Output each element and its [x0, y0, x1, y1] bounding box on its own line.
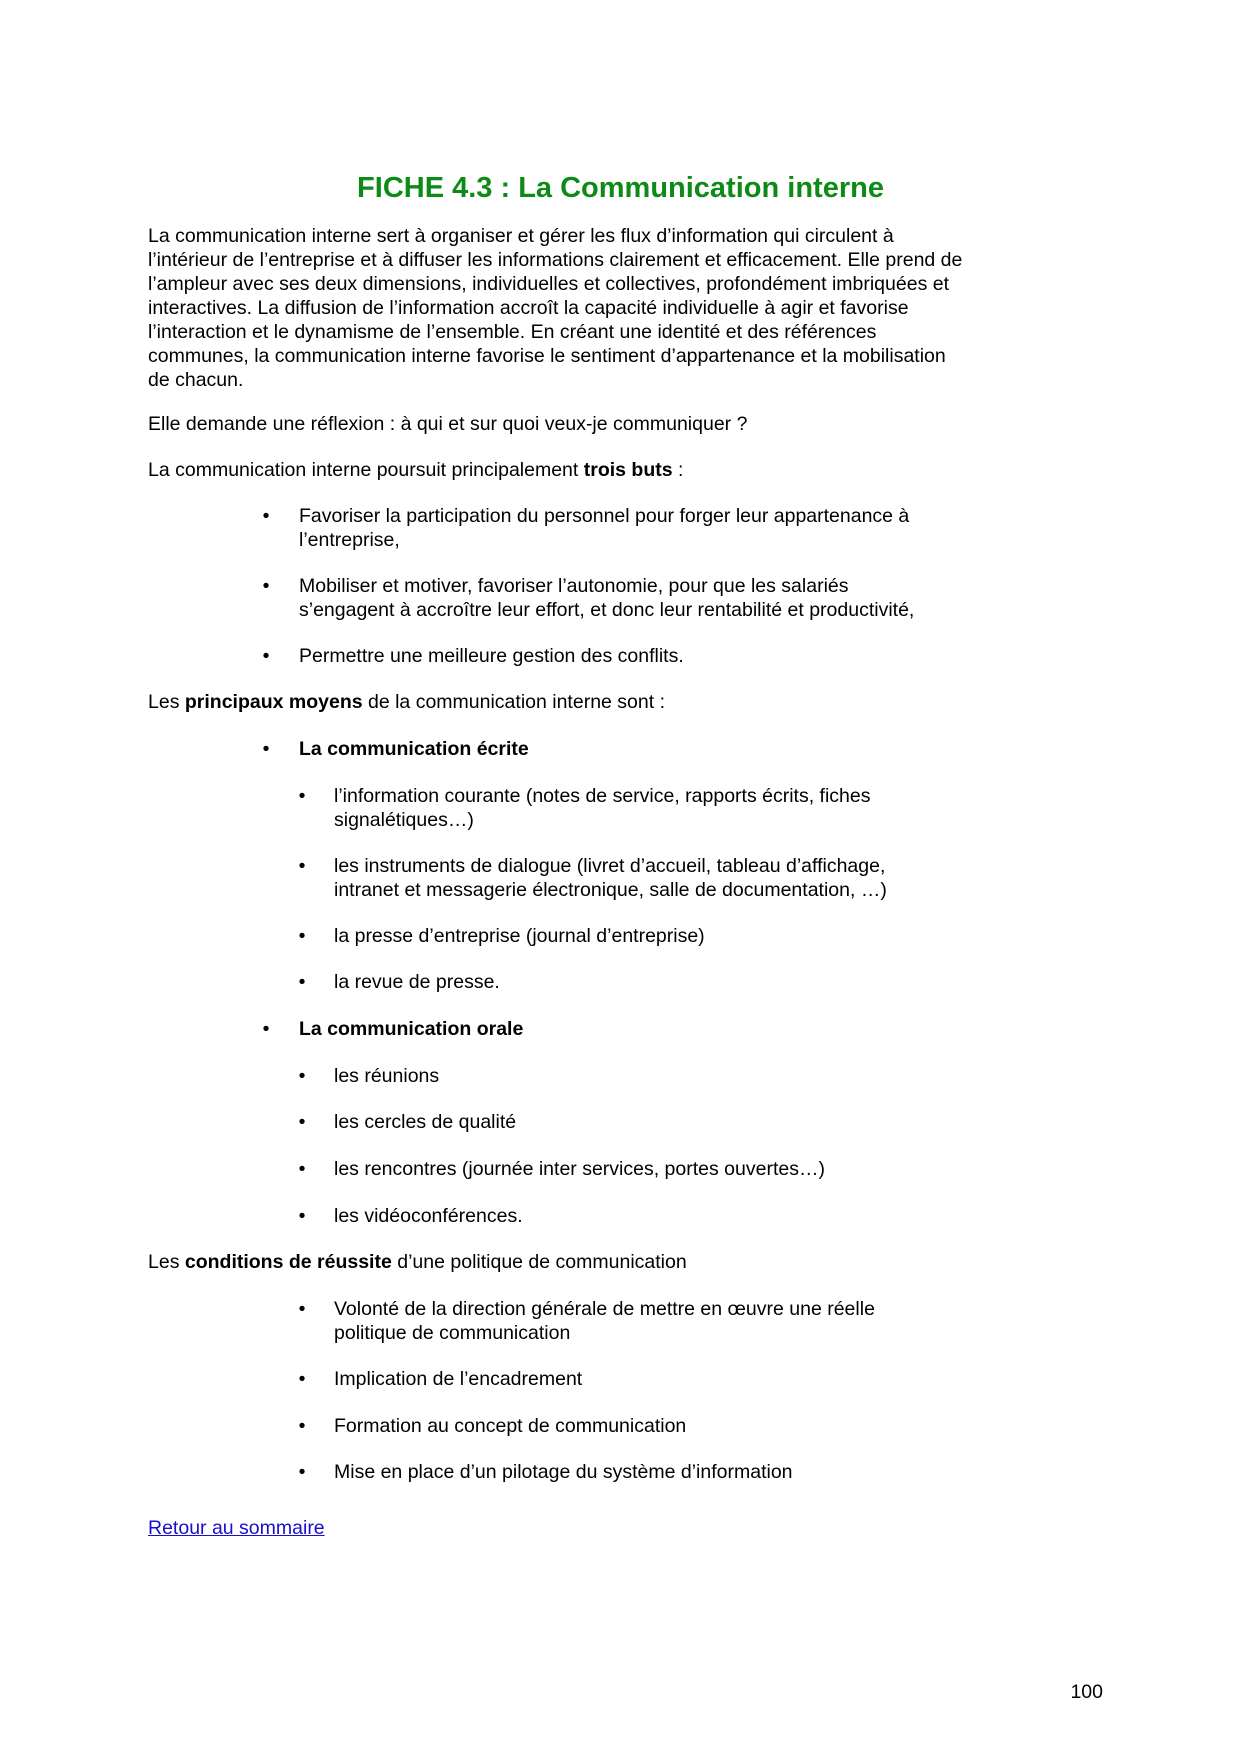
bullet-icon: •: [298, 1415, 306, 1437]
page-title: FICHE 4.3 : La Communication interne: [357, 172, 884, 204]
page-number: 100: [1070, 1681, 1103, 1703]
condition-line: Volonté de la direction générale de mettre en œuvre une réelle: [334, 1298, 875, 1320]
goal-line: Mobiliser et motiver, favoriser l’autonomie, pour que les salariés: [299, 575, 849, 597]
intro-line: interactives. La diffusion de l’information accroît la capacité individuelle à agir et favorise: [148, 297, 909, 319]
written-line: la presse d’entreprise (journal d’entreprise): [334, 925, 705, 947]
means-intro-suffix: de la communication interne sont :: [362, 691, 665, 713]
goal-item: [299, 504, 909, 552]
bullet-icon: •: [298, 1368, 306, 1390]
written-line: la revue de presse.: [334, 971, 500, 993]
goals-intro-bold: trois buts: [583, 459, 673, 481]
return-to-summary-link[interactable]: Retour au sommaire: [148, 1517, 325, 1539]
condition-line: Mise en place d’un pilotage du système d’information: [334, 1461, 793, 1483]
means-intro-bold: principaux moyens: [184, 691, 363, 713]
goal-line: Permettre une meilleure gestion des conflits.: [299, 645, 684, 667]
bullet-icon: •: [262, 645, 270, 667]
goal-line: Favoriser la participation du personnel pour forger leur appartenance à: [299, 505, 910, 527]
goal-line: s’engagent à accroître leur effort, et donc leur rentabilité et productivité,: [299, 599, 915, 621]
bullet-icon: •: [262, 575, 270, 597]
goal-item: [299, 574, 914, 622]
condition-item: [334, 1367, 582, 1391]
intro-line: La communication interne sert à organiser et gérer les flux d’information qui circulent à: [148, 225, 894, 247]
intro-line: l’ampleur avec ses deux dimensions, individuelles et collectives, profondément imbriquées et: [148, 273, 949, 295]
bullet-icon: •: [262, 1018, 270, 1040]
written-line: intranet et messagerie électronique, salle de documentation, …): [334, 879, 887, 901]
condition-item: [334, 1414, 686, 1438]
condition-line: Implication de l’encadrement: [334, 1368, 583, 1390]
bullet-icon: •: [298, 1461, 306, 1483]
intro-line: l’interaction et le dynamisme de l’ensemble. En créant une identité et des références: [148, 321, 877, 343]
goals-intro: [148, 458, 683, 482]
conditions-intro: [148, 1250, 687, 1274]
goals-intro-suffix: :: [672, 459, 684, 481]
written-item: [334, 784, 871, 832]
goal-item: [299, 644, 684, 668]
condition-item: [334, 1297, 875, 1345]
written-item: [334, 854, 887, 902]
bullet-icon: •: [298, 855, 306, 877]
bullet-icon: •: [262, 738, 270, 760]
written-item: [334, 970, 500, 994]
oral-heading: La communication orale: [299, 1018, 524, 1040]
bullet-icon: •: [298, 1298, 306, 1320]
oral-item: les rencontres (journée inter services, portes ouvertes…): [334, 1158, 825, 1180]
intro-line: communes, la communication interne favorise le sentiment d’appartenance et la mobilisation: [148, 345, 946, 367]
bullet-icon: •: [298, 1205, 306, 1227]
intro-paragraph: [148, 224, 1028, 392]
oral-item: les cercles de qualité: [334, 1111, 517, 1133]
intro-line: l’intérieur de l’entreprise et à diffuser les informations clairement et efficacement. Elle prend de: [148, 249, 963, 271]
bullet-icon: •: [262, 505, 270, 527]
conditions-intro-suffix: d’une politique de communication: [391, 1251, 687, 1273]
oral-item: les réunions: [334, 1065, 440, 1087]
condition-line: politique de communication: [334, 1322, 571, 1344]
means-intro-text: Les: [148, 691, 185, 713]
written-item: [334, 924, 705, 948]
written-line: les instruments de dialogue (livret d’accueil, tableau d’affichage,: [334, 855, 886, 877]
bullet-icon: •: [298, 785, 306, 807]
goals-intro-text: La communication interne poursuit principalement: [148, 459, 584, 481]
question-paragraph: Elle demande une réflexion : à qui et sur quoi veux-je communiquer ?: [148, 413, 748, 435]
means-intro: [148, 690, 665, 714]
goal-line: l’entreprise,: [299, 529, 400, 551]
condition-item: [334, 1460, 793, 1484]
oral-item: les vidéoconférences.: [334, 1205, 523, 1227]
bullet-icon: •: [298, 1111, 306, 1133]
bullet-icon: •: [298, 925, 306, 947]
written-heading: La communication écrite: [299, 738, 529, 760]
written-line: signalétiques…): [334, 809, 474, 831]
bullet-icon: •: [298, 1065, 306, 1087]
intro-line: de chacun.: [148, 369, 244, 391]
bullet-icon: •: [298, 1158, 306, 1180]
conditions-intro-bold: conditions de réussite: [184, 1251, 392, 1273]
written-line: l’information courante (notes de service, rapports écrits, fiches: [334, 785, 871, 807]
bullet-icon: •: [298, 971, 306, 993]
condition-line: Formation au concept de communication: [334, 1415, 687, 1437]
conditions-intro-text: Les: [148, 1251, 185, 1273]
